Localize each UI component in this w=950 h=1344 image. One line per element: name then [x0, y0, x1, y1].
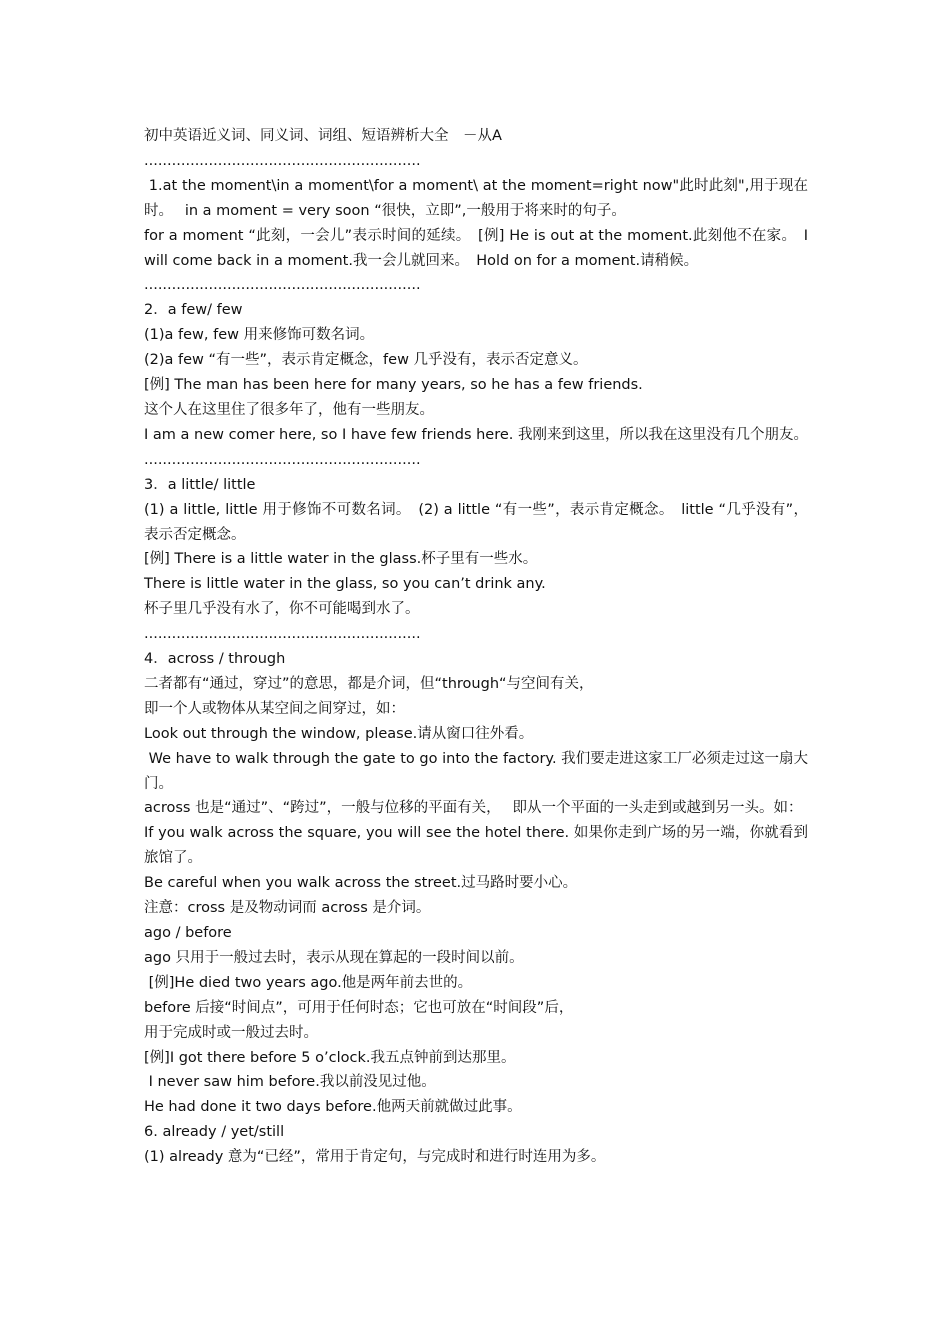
paragraph: across 也是“通过”、“跨过”，一般与位移的平面有关， 即从一个平面的一头走到或越到另一头。如：: [144, 800, 803, 817]
section-heading: 4．across / through: [144, 651, 286, 668]
example-line: Look out through the window, please.请从窗口往外看。: [144, 725, 534, 742]
example-line: [例] The man has been here for many years, so he has a few friends.: [144, 377, 643, 394]
paragraph: (1)a few, few 用来修饰可数名词。: [144, 327, 375, 344]
document-title: 初中英语近义词、同义词、词组、短语辨析大全 －从A: [144, 128, 502, 144]
paragraph: before 后接“时间点”，可用于任何时态；它也可放在“时间段”后，: [144, 999, 574, 1016]
paragraph: for a moment “此刻，一会儿”表示时间的延续。 [例] He is out at the moment.此刻他不在家。 I will come back in a moment.我一会儿就回来。 Hold on for a moment.请稍候。: [144, 227, 813, 269]
example-line: I never saw him before.我以前没见过他。: [144, 1074, 436, 1091]
section-heading: ago / before: [144, 925, 232, 941]
example-line: [例]I got there before 5 o’clock.我五点钟前到达那里。: [144, 1049, 516, 1066]
paragraph: (1) already 意为“已经”，常用于肯定句，与完成时和进行时连用为多。: [144, 1149, 606, 1166]
example-line: [例]He died two years ago.他是两年前去世的。: [144, 974, 473, 991]
paragraph: 1.at the moment\in a moment\for a moment\ at the moment=right now"此时此刻",用于现在时。 in a moment = very soon “很快，立即”,一般用于将来时的句子。: [144, 177, 808, 219]
example-line: [例] There is a little water in the glass.杯子里有一些水。: [144, 551, 538, 568]
example-line: There is little water in the glass, so you can’t drink any.: [144, 576, 546, 593]
separator-line: ............................................................: [144, 152, 421, 169]
paragraph: 二者都有“通过，穿过”的意思，都是介词，但“through“与空间有关，: [144, 675, 594, 692]
paragraph: 杯子里几乎没有水了，你不可能喝到水了。: [144, 601, 420, 618]
paragraph: 这个人在这里住了很多年了，他有一些朋友。: [144, 401, 434, 418]
example-line: If you walk across the square, you will see the hotel there. 如果你走到广场的另一端，你就看到旅馆了。: [144, 825, 808, 867]
paragraph: (1) a little, little 用于修饰不可数名词。 (2) a little “有一些”，表示肯定概念。 little “几乎没有”，表示否定概念。: [144, 501, 808, 543]
paragraph: 即一个人或物体从某空间之间穿过，如：: [144, 700, 405, 717]
paragraph: 用于完成时或一般过去时。: [144, 1024, 318, 1041]
separator-line: ............................................................: [144, 451, 421, 468]
example-line: Be careful when you walk across the street.过马路时要小心。: [144, 875, 578, 892]
document-page: [144, 124, 813, 1170]
section-heading: 3．a little/ little: [144, 476, 256, 493]
example-line: We have to walk through the gate to go into the factory. 我们要走进这家工厂必须走过这一扇大门。: [144, 750, 809, 792]
paragraph: (2)a few “有一些”，表示肯定概念，few 几乎没有，表示否定意义。: [144, 352, 588, 369]
separator-line: ............................................................: [144, 277, 421, 294]
section-heading: 6. already / yet/still: [144, 1124, 285, 1141]
note-line: 注意：cross 是及物动词而 across 是介词。: [144, 900, 431, 917]
paragraph: ago 只用于一般过去时，表示从现在算起的一段时间以前。: [144, 949, 524, 966]
separator-line: ............................................................: [144, 626, 421, 643]
example-line: He had done it two days before.他两天前就做过此事。: [144, 1099, 522, 1116]
section-heading: 2．a few/ few: [144, 302, 243, 319]
example-line: I am a new comer here, so I have few friends here. 我刚来到这里，所以我在这里没有几个朋友。: [144, 426, 808, 443]
